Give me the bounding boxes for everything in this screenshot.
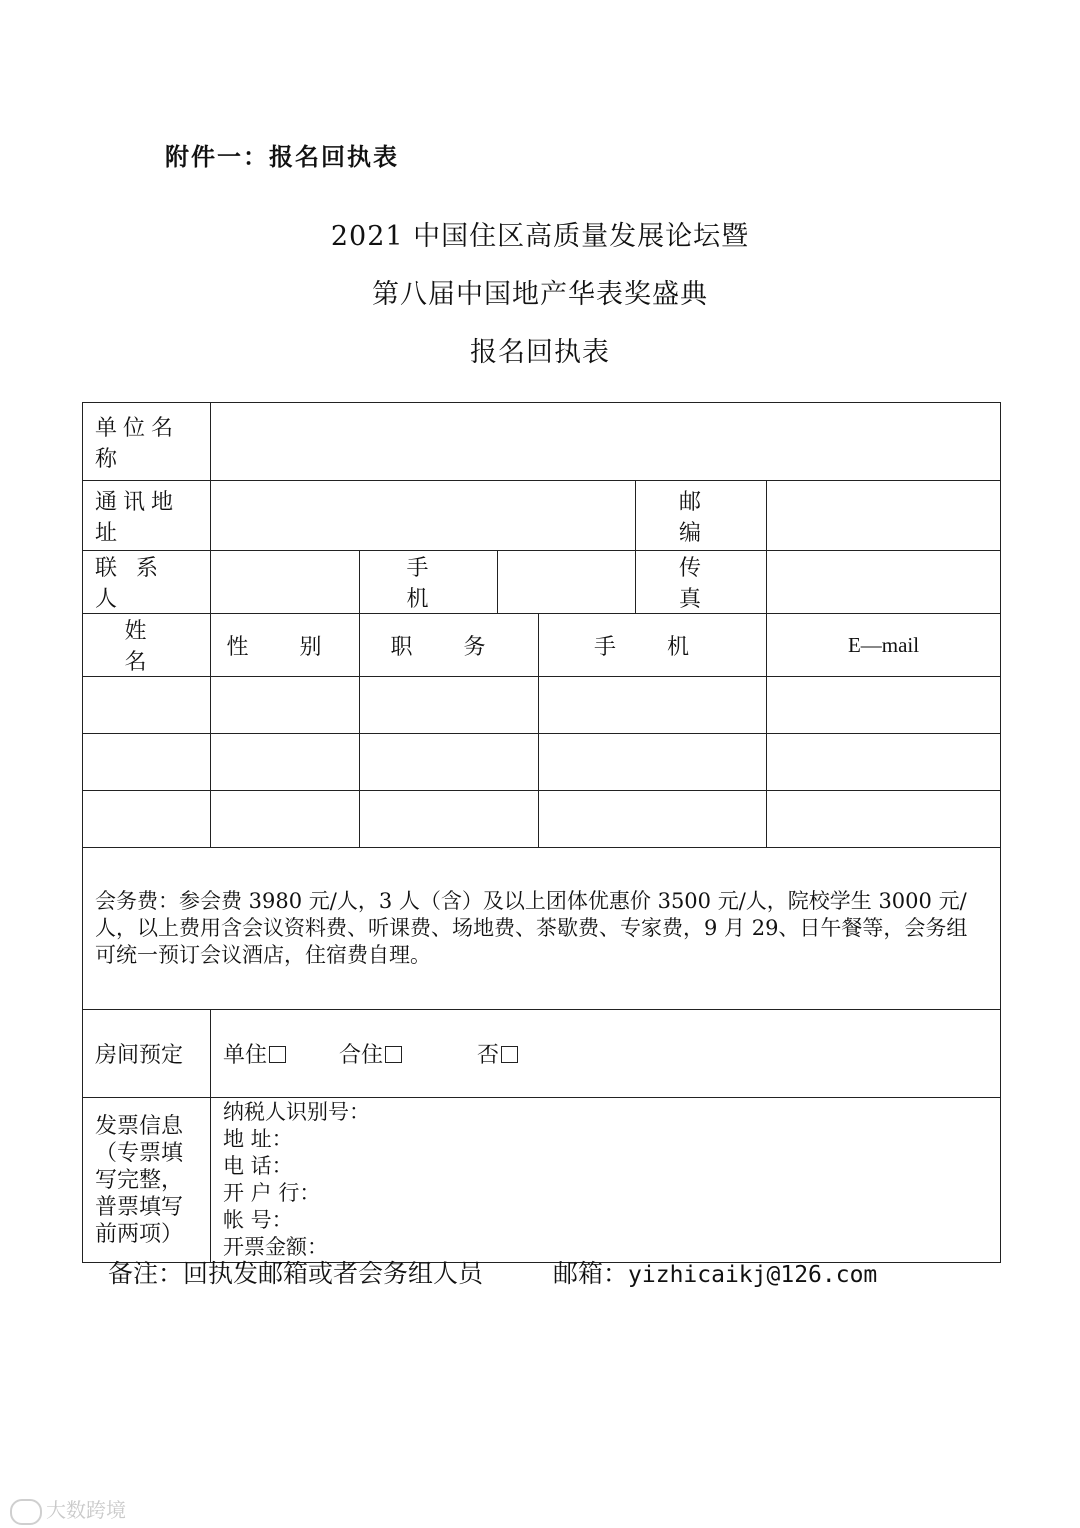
invoice-label: 发票信息（专票填写完整，普票填写前两项） — [83, 1098, 211, 1263]
attendee-email-cell[interactable] — [767, 791, 1001, 848]
attendee-row — [83, 677, 1001, 734]
attendee-position-cell[interactable] — [360, 734, 539, 791]
attendee-name-cell[interactable] — [83, 734, 211, 791]
invoice-row — [83, 1098, 1001, 1263]
attendee-row — [83, 791, 1001, 848]
invoice-account[interactable]: 帐 号： — [223, 1208, 293, 1232]
header-mobile: 手 机 — [539, 614, 767, 677]
checkbox-icon — [385, 1046, 402, 1063]
header-position: 职 务 — [360, 614, 539, 677]
form-title-line-1: 2021 中国住区高质量发展论坛暨 — [330, 221, 750, 252]
room-option-none[interactable]: 否 — [477, 1038, 518, 1069]
attendee-mobile-cell[interactable] — [539, 791, 767, 848]
attendee-name-cell[interactable] — [83, 791, 211, 848]
invoice-bank[interactable]: 开 户 行： — [223, 1181, 321, 1205]
room-option-shared[interactable]: 合住 — [339, 1038, 402, 1069]
contact-label: 联 系 人 — [83, 551, 211, 614]
attendee-header-row — [83, 614, 1001, 677]
checkbox-icon — [501, 1046, 518, 1063]
fee-description: 会务费：参会费 3980 元/人，3 人（含）及以上团体优惠价 3500 元/人，院校学生 3000 元/人，以上费用含会议资料费、听课费、场地费、茶歇费、专家费，9 月 29、日午餐等，会务组可统一预订会议酒店，住宿费自理。 — [83, 848, 1001, 1010]
mail-label: 邮箱： — [553, 1259, 629, 1288]
contact-mobile-field[interactable] — [498, 551, 636, 614]
watermark: 大数跨境 — [10, 1494, 126, 1525]
attendee-email-cell[interactable] — [767, 734, 1001, 791]
attendee-position-cell[interactable] — [360, 677, 539, 734]
footer-note — [108, 1254, 877, 1290]
room-options — [211, 1010, 1001, 1098]
attachment-label: 附件一：报名回执表 — [165, 142, 399, 171]
attendee-name-cell[interactable] — [83, 677, 211, 734]
room-option-single[interactable]: 单住 — [223, 1038, 286, 1069]
attendee-email-cell[interactable] — [767, 677, 1001, 734]
postcode-field[interactable] — [767, 481, 1001, 551]
attendee-row — [83, 734, 1001, 791]
contact-row — [83, 551, 1001, 614]
address-field[interactable] — [211, 481, 636, 551]
invoice-tax-id[interactable]: 纳税人识别号： — [223, 1100, 370, 1124]
registration-form-table — [82, 402, 1001, 1263]
attendee-gender-cell[interactable] — [211, 677, 360, 734]
form-title-line-3: 报名回执表 — [470, 337, 610, 368]
address-row — [83, 481, 1001, 551]
attendee-mobile-cell[interactable] — [539, 677, 767, 734]
checkbox-icon — [269, 1046, 286, 1063]
form-title-line-2: 第八届中国地产华表奖盛典 — [372, 279, 708, 310]
watermark-logo-icon — [10, 1499, 42, 1525]
attendee-position-cell[interactable] — [360, 791, 539, 848]
attendee-mobile-cell[interactable] — [539, 734, 767, 791]
invoice-amount[interactable]: 开票金额： — [223, 1235, 328, 1259]
fee-row — [83, 848, 1001, 1010]
contact-field[interactable] — [211, 551, 360, 614]
invoice-fields — [211, 1098, 1001, 1263]
invoice-phone[interactable]: 电 话： — [223, 1154, 293, 1178]
mail-address[interactable]: yizhicaikj@126.com — [628, 1262, 878, 1288]
note-text: 备注：回执发邮箱或者会务组人员 — [108, 1259, 484, 1288]
attendee-gender-cell[interactable] — [211, 791, 360, 848]
attendee-gender-cell[interactable] — [211, 734, 360, 791]
postcode-label: 邮 编 — [636, 481, 767, 551]
unit-name-field[interactable] — [211, 403, 1001, 481]
invoice-address[interactable]: 地 址： — [223, 1127, 293, 1151]
header-name: 姓 名 — [83, 614, 211, 677]
header-gender: 性 别 — [211, 614, 360, 677]
unit-name-row — [83, 403, 1001, 481]
unit-name-label: 单位名称 — [83, 403, 211, 481]
room-booking-row — [83, 1010, 1001, 1098]
address-label: 通讯地址 — [83, 481, 211, 551]
fax-label: 传 真 — [636, 551, 767, 614]
fax-field[interactable] — [767, 551, 1001, 614]
contact-mobile-label: 手 机 — [360, 551, 498, 614]
room-booking-label: 房间预定 — [83, 1010, 211, 1098]
header-email: E—mail — [767, 614, 1001, 677]
